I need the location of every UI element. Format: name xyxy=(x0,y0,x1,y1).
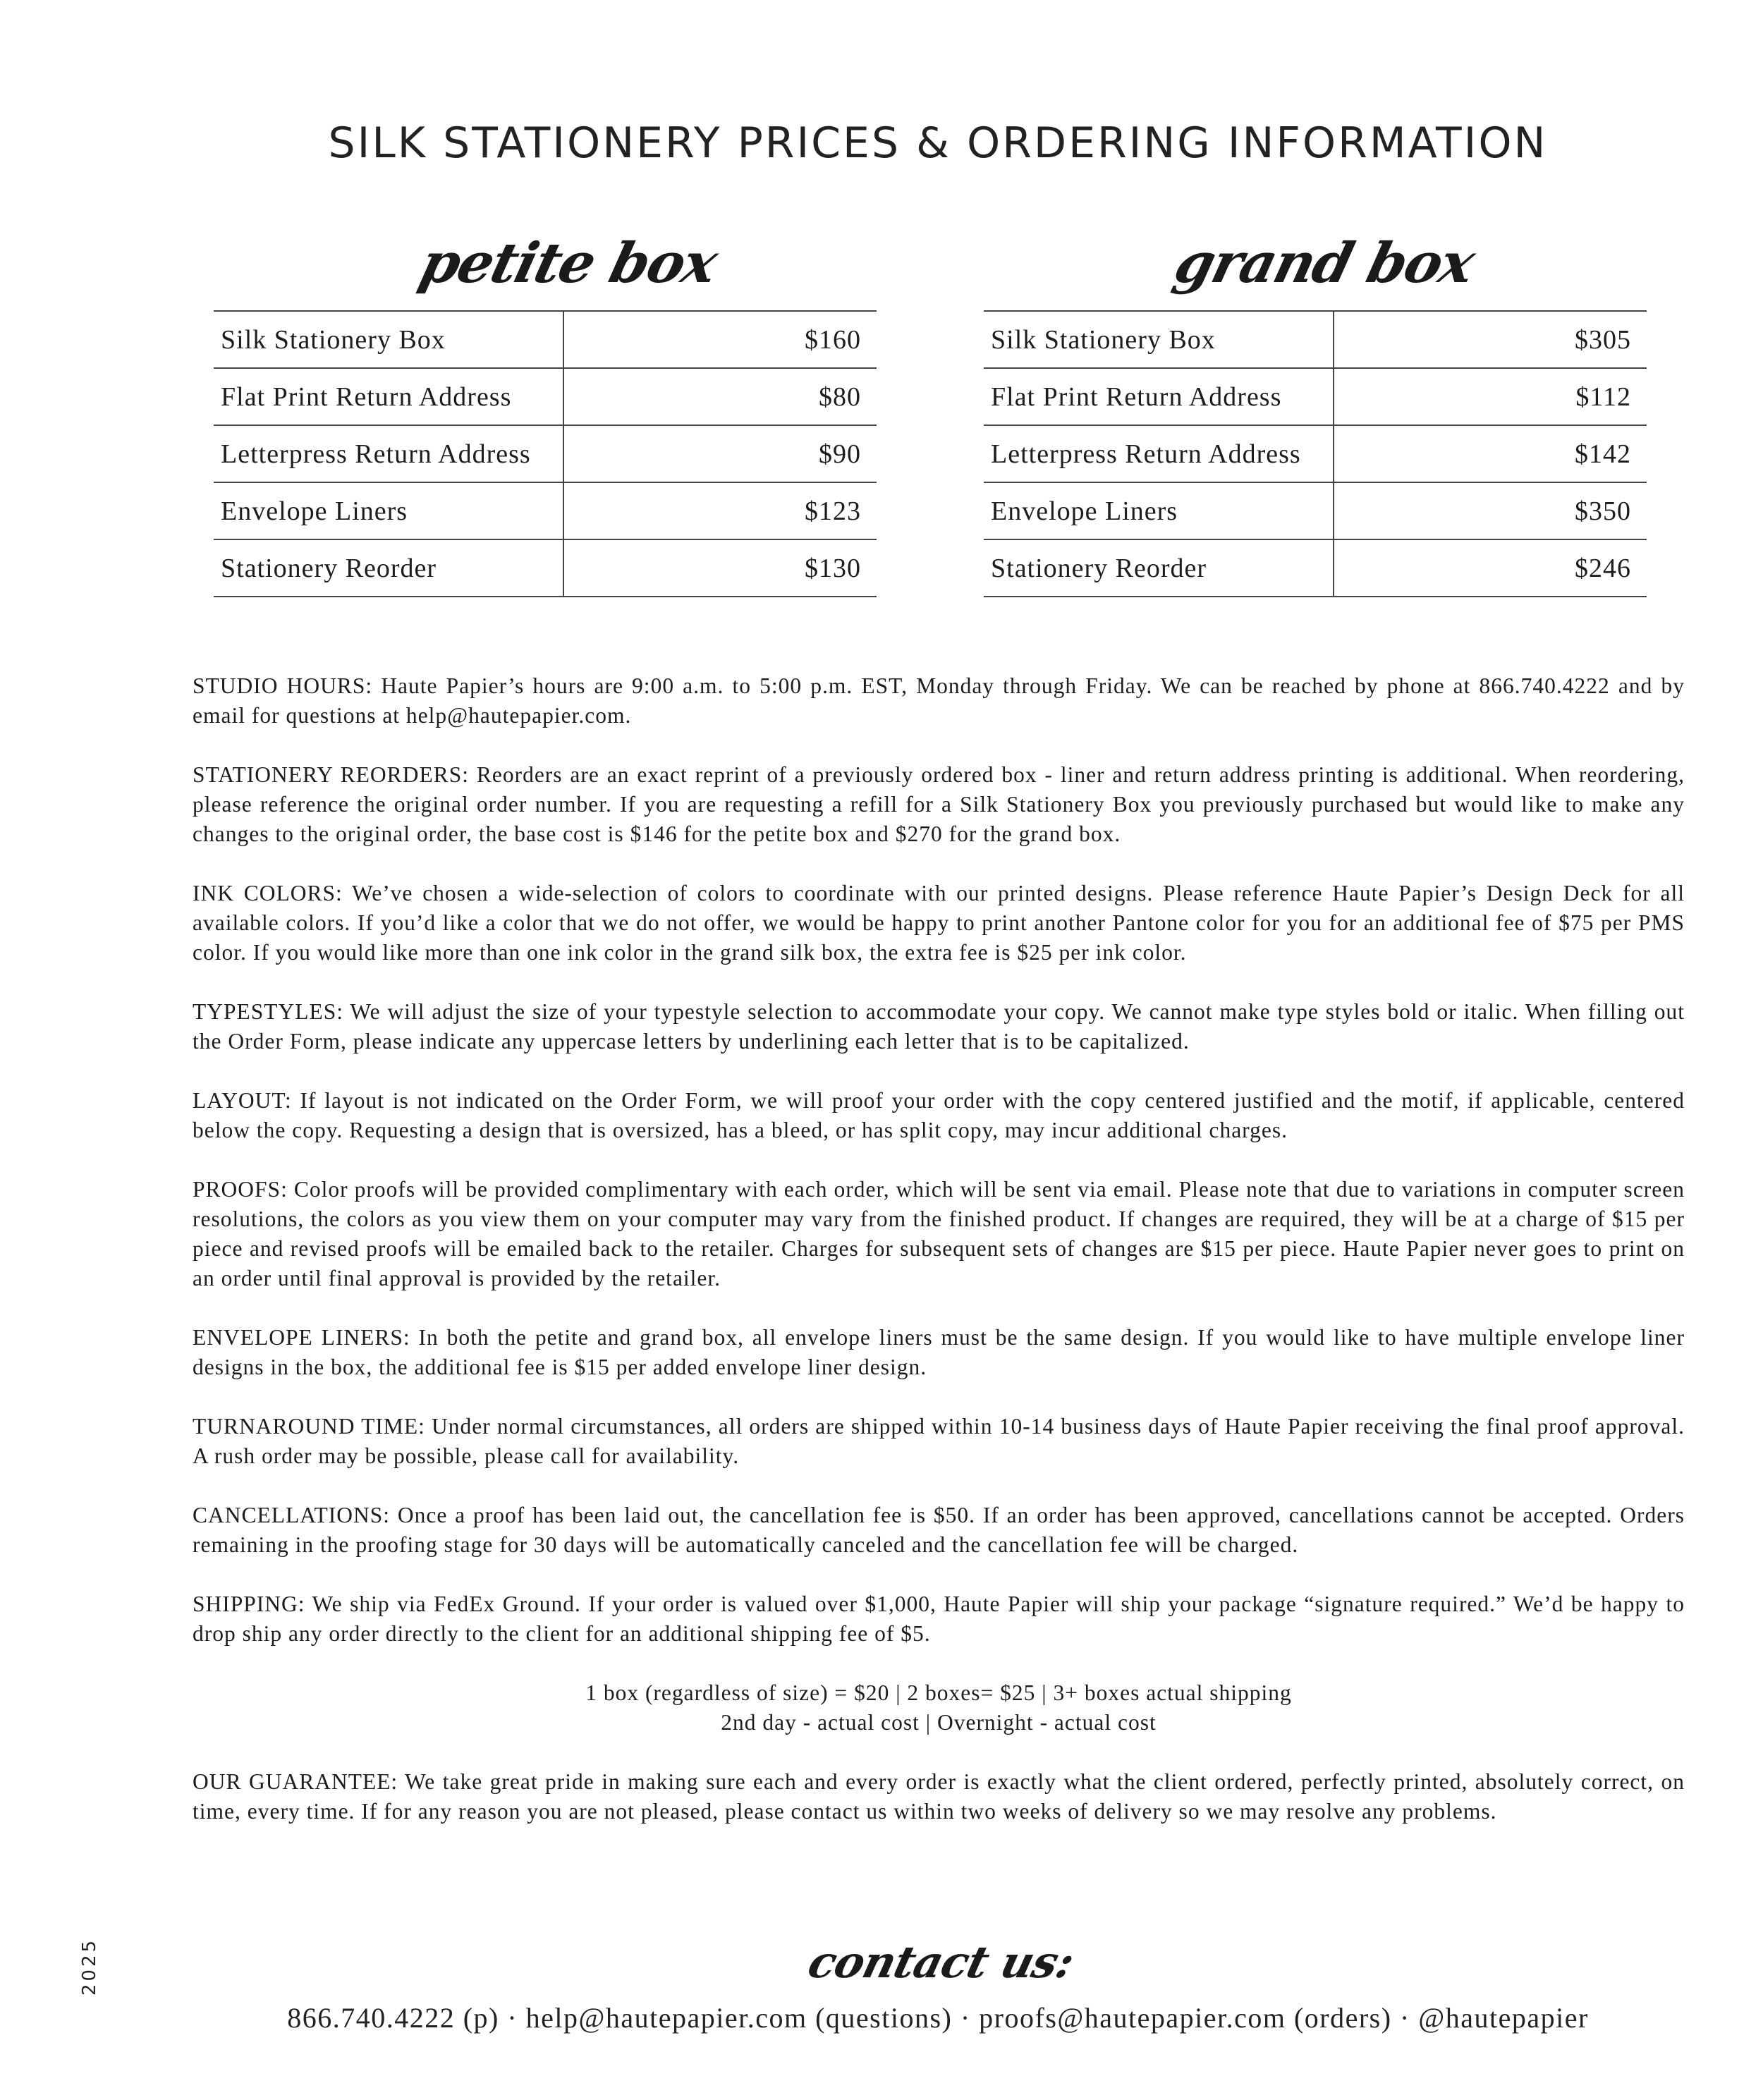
layout-paragraph: LAYOUT: If layout is not indicated on the Order Form, we will proof your order with the copy centered justified and the motif, if applicable, centered below the copy. Requesting a design that is oversized, has a bleed, or has split copy, may incur additional charges. xyxy=(193,1088,1685,1142)
price-value: $130 xyxy=(563,539,877,597)
price-item-label: Stationery Reorder xyxy=(984,539,1334,597)
price-value: $305 xyxy=(1334,311,1647,368)
proofs-paragraph: PROOFS: Color proofs will be provided complimentary with each order, which will be sent via email. Please note that due to variations in computer screen resolutions, the colors as you view them on your computer may vary from the finished product. If changes are required, they will be at a charge of $15 per piece and revised proofs will be emailed back to the retailer. Charges for subsequent sets of changes are $15 per piece. Haute Papier never goes to print on an order until final approval is provided by the retailer. xyxy=(193,1177,1685,1290)
price-row xyxy=(984,539,1647,597)
shipping-rates xyxy=(193,1678,1685,1738)
contact-line: 866.740.4222 (p) · help@hautepapier.com (questions) · proofs@hautepapier.com (orders) · @hautepapier xyxy=(287,2002,1589,2034)
guarantee-paragraph: OUR GUARANTEE: We take great pride in making sure each and every order is exactly what the client ordered, perfectly printed, absolutely correct, on time, every time. If for any reason you are not pleased, please contact us within two weeks of delivery so we may resolve any problems. xyxy=(193,1769,1685,1824)
price-item-label: Flat Print Return Address xyxy=(214,368,563,425)
price-item-label: Envelope Liners xyxy=(214,482,563,539)
ink-colors-paragraph: INK COLORS: We’ve chosen a wide-selection of colors to coordinate with our printed designs. Please reference Haute Papier’s Design Deck for all available colors. If you’d like a color that we do not offer, we would be happy to print another Pantone color for you for an additional fee of $75 per PMS color. If you would like more than one ink color in the grand silk box, the extra fee is $25 per ink color. xyxy=(193,881,1685,965)
envelope-liners-paragraph: ENVELOPE LINERS: In both the petite and grand box, all envelope liners must be the same design. If you would like to have multiple envelope liner designs in the box, the additional fee is $15 per added envelope liner design. xyxy=(193,1325,1685,1379)
petite-box-heading: petite box xyxy=(413,231,724,295)
price-value: $350 xyxy=(1334,482,1647,539)
price-item-label: Flat Print Return Address xyxy=(984,368,1334,425)
price-value: $80 xyxy=(563,368,877,425)
price-item-label: Silk Stationery Box xyxy=(984,311,1334,368)
shipping-paragraph: SHIPPING: We ship via FedEx Ground. If your order is valued over $1,000, Haute Papier will ship your package “signature required.” We’d be happy to drop ship any order directly to the client for an additional shipping fee of $5. xyxy=(193,1592,1685,1646)
studio-hours-paragraph: STUDIO HOURS: Haute Papier’s hours are 9:00 a.m. to 5:00 p.m. EST, Monday through Friday. We can be reached by phone at 866.740.4222 and by email for questions at help@hautepapier.com. xyxy=(193,673,1685,728)
price-item-label: Silk Stationery Box xyxy=(214,311,563,368)
price-row xyxy=(214,368,877,425)
price-item-label: Envelope Liners xyxy=(984,482,1334,539)
ordering-info xyxy=(193,671,1685,1856)
year-label: 2025 xyxy=(79,1937,100,1996)
price-value: $90 xyxy=(563,425,877,482)
price-row xyxy=(984,311,1647,368)
petite-price-table xyxy=(214,310,877,597)
price-item-label: Stationery Reorder xyxy=(214,539,563,597)
price-value: $142 xyxy=(1334,425,1647,482)
grand-price-table xyxy=(984,310,1647,597)
price-row xyxy=(214,311,877,368)
reorders-paragraph: STATIONERY REORDERS: Reorders are an exact reprint of a previously ordered box - liner and return address printing is additional. When reordering, please reference the original order number. If you are requesting a refill for a Silk Stationery Box you previously purchased but would like to make any changes to the original order, the base cost is $146 for the petite box and $270 for the grand box. xyxy=(193,762,1685,846)
shipping-rates-line-1: 1 box (regardless of size) = $20 | 2 boxes= $25 | 3+ boxes actual shipping xyxy=(585,1680,1292,1705)
price-row xyxy=(984,425,1647,482)
contact-heading: contact us: xyxy=(803,1936,1079,1988)
price-value: $123 xyxy=(563,482,877,539)
price-row xyxy=(984,368,1647,425)
price-value: $246 xyxy=(1334,539,1647,597)
price-row xyxy=(214,425,877,482)
turnaround-paragraph: TURNAROUND TIME: Under normal circumstances, all orders are shipped within 10-14 business days of Haute Papier receiving the final proof approval. A rush order may be possible, please call for availability. xyxy=(193,1414,1685,1468)
price-row xyxy=(214,539,877,597)
shipping-rates-line-2: 2nd day - actual cost | Overnight - actual cost xyxy=(721,1710,1157,1735)
price-row xyxy=(214,482,877,539)
price-item-label: Letterpress Return Address xyxy=(214,425,563,482)
grand-box-heading: grand box xyxy=(1168,231,1481,295)
price-row xyxy=(984,482,1647,539)
price-value: $112 xyxy=(1334,368,1647,425)
cancellations-paragraph: CANCELLATIONS: Once a proof has been laid out, the cancellation fee is $50. If an order has been approved, cancellations cannot be accepted. Orders remaining in the proofing stage for 30 days will be automatically canceled and the cancellation fee will be charged. xyxy=(193,1503,1685,1557)
price-item-label: Letterpress Return Address xyxy=(984,425,1334,482)
typestyles-paragraph: TYPESTYLES: We will adjust the size of your typestyle selection to accommodate your copy. We cannot make type styles bold or italic. When filling out the Order Form, please indicate any uppercase letters by underlining each letter that is to be capitalized. xyxy=(193,999,1685,1054)
price-value: $160 xyxy=(563,311,877,368)
page-title: SILK STATIONERY PRICES & ORDERING INFORMATION xyxy=(328,118,1548,168)
